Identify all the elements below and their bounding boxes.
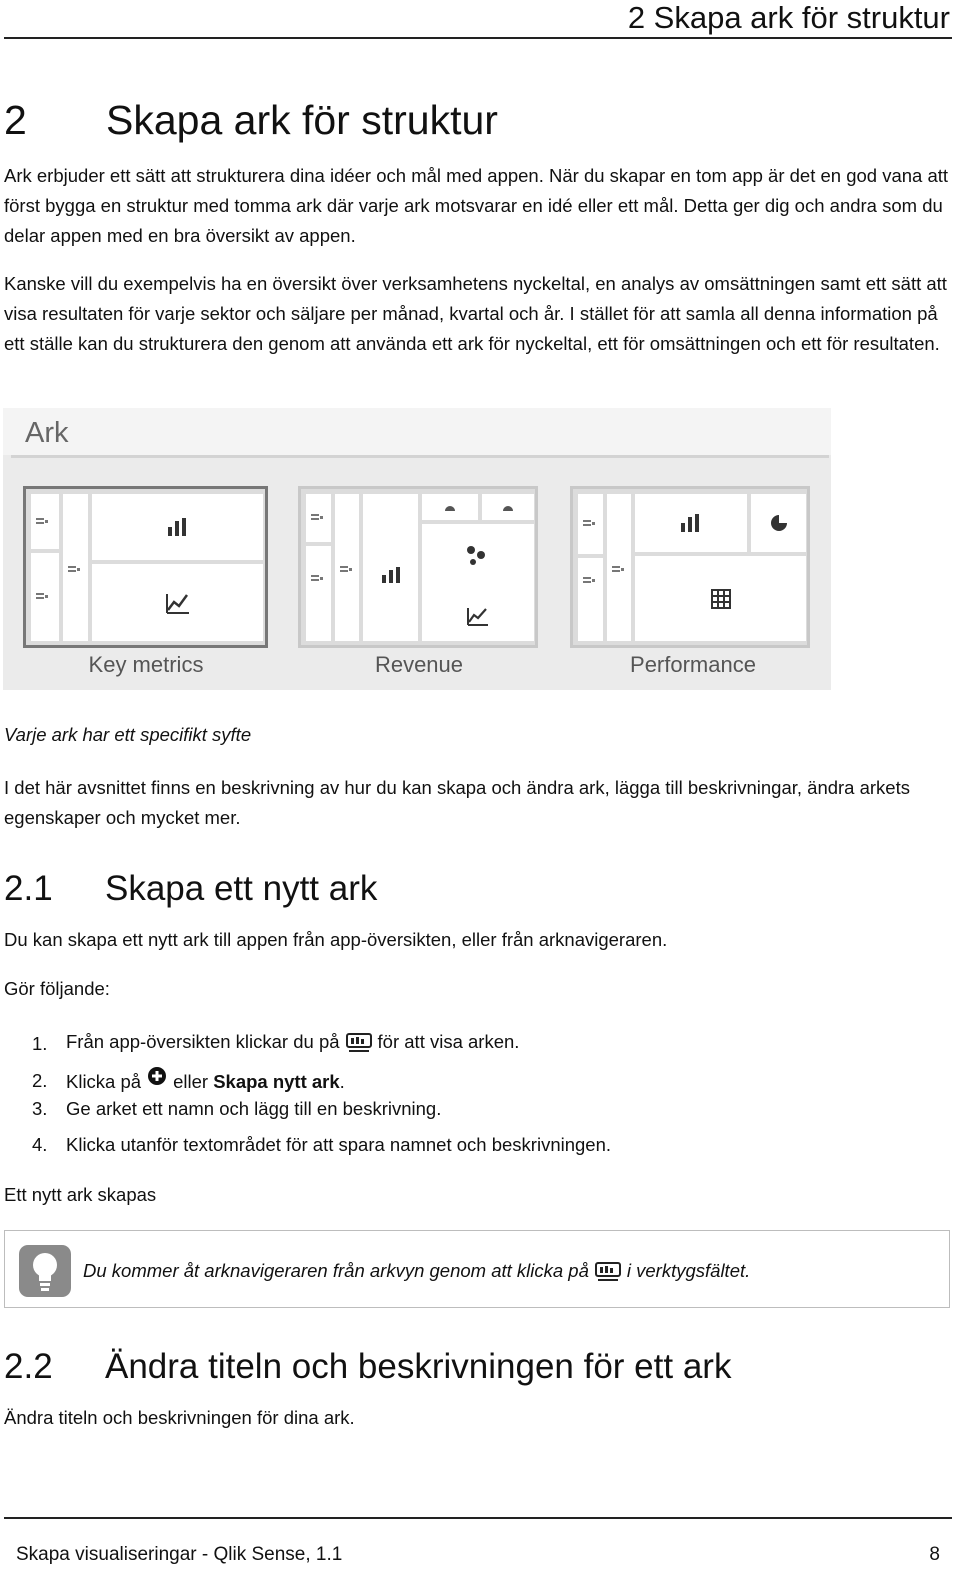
sheet-cell <box>363 494 418 641</box>
tip-box <box>4 1230 950 1308</box>
text-object-icon <box>340 565 352 575</box>
create-new-sheet-label: Skapa nytt ark <box>213 1071 340 1092</box>
lightbulb-glyph <box>19 1245 71 1297</box>
text-object-icon <box>68 565 80 575</box>
sheet-cell <box>92 494 263 560</box>
sheet-cell <box>31 553 59 641</box>
figure-caption: Varje ark har ett specifikt syfte <box>4 724 252 745</box>
sheet-cell <box>92 564 263 641</box>
card-label-key-metrics: Key metrics <box>88 652 204 677</box>
sheet-cell <box>335 494 359 641</box>
bar-chart-icon <box>381 566 401 584</box>
table-icon <box>711 589 731 609</box>
sheet-cell <box>63 494 88 641</box>
text-object-icon <box>612 565 624 575</box>
chapter-number: 2 <box>4 97 27 143</box>
section-heading-2-2 <box>4 1347 731 1387</box>
line-chart-icon <box>166 592 190 614</box>
sheet-cell <box>607 494 631 641</box>
tip-text-part: i verktygsfältet. <box>626 1260 751 1281</box>
section-heading-2-1 <box>4 869 377 909</box>
chapter-title: Skapa ark för struktur <box>106 97 498 143</box>
footer-rule <box>4 1517 952 1519</box>
figure-separator <box>11 455 829 458</box>
section-intro: Du kan skapa ett nytt ark till appen från app-översikten, eller från arknavigeraren. <box>4 929 668 950</box>
header-rule <box>4 37 952 39</box>
sheet-cell <box>31 494 59 549</box>
step-text: Klicka på <box>66 1071 142 1092</box>
result-text: Ett nytt ark skapas <box>4 1184 157 1205</box>
step-number: 3. <box>32 1098 48 1119</box>
bar-chart-icon <box>680 513 702 533</box>
text-object-icon <box>36 517 48 527</box>
page-number: 8 <box>929 1544 940 1565</box>
tip-text-part: Du kommer åt arknavigeraren från arkvyn genom att klicka på <box>83 1260 589 1281</box>
bar-chart-icon <box>167 517 189 537</box>
sheet-card-key-metrics[interactable] <box>23 486 268 648</box>
figure-header <box>3 408 831 455</box>
intro-paragraph-2: Kanske vill du exempelvis ha en översikt över verksamhetens nyckeltal, en analys av omsättningen samt ett sätt att visa resultaten för varje sektor och säljare per månad, kvartal och år. I stället för att samla all denna information på ett ställe kan du strukturera den genom att använda ett ark för nyckeltal, ett för omsättningen och ett för resultaten. <box>4 273 947 354</box>
tip-text <box>83 1259 750 1283</box>
section-2-2-text: Ändra titeln och beskrivningen för dina ark. <box>4 1407 355 1428</box>
sheets-overview-icon <box>595 1262 621 1282</box>
sheet-cell <box>422 524 534 641</box>
sheet-cell <box>635 556 806 641</box>
text-object-icon <box>583 576 595 586</box>
gauge-icon <box>502 501 514 513</box>
sheet-cell <box>635 494 747 552</box>
section-number: 2.2 <box>4 1347 53 1386</box>
plus-circle-icon[interactable] <box>147 1066 167 1086</box>
section-title: Ändra titeln och beskrivningen för ett ark <box>105 1347 732 1386</box>
sheet-card-performance[interactable] <box>570 486 810 648</box>
step-number: 4. <box>32 1134 48 1155</box>
sheet-cell <box>306 546 331 641</box>
chapter-heading <box>4 96 498 144</box>
intro-paragraph-1: Ark erbjuder ett sätt att strukturera dina idéer och mål med appen. När du skapar en tom app är det en god vana att först bygga en struktur med tomma ark där varje ark motsvarar en idé eller ett mål. Detta ger dig och andra som du delar appen med en bra översikt av appen. <box>4 165 949 246</box>
lightbulb-icon <box>19 1245 71 1297</box>
step-text: Från app-översikten klickar du på <box>66 1031 340 1052</box>
text-object-icon <box>583 519 595 529</box>
sheet-cell <box>751 494 806 552</box>
sheet-card-revenue[interactable] <box>298 486 538 648</box>
sheet-cell <box>482 494 534 520</box>
footer-title: Skapa visualiseringar - Qlik Sense, 1.1 <box>16 1544 343 1565</box>
card-label-performance: Performance <box>630 652 756 677</box>
step-text: . <box>339 1071 345 1092</box>
step-2 <box>66 1066 345 1094</box>
step-number: 2. <box>32 1070 48 1091</box>
sheets-overview-icon[interactable] <box>346 1033 372 1053</box>
text-object-icon <box>311 574 323 584</box>
sheet-cell <box>578 494 603 554</box>
step-4: Klicka utanför textområdet för att spara namnet och beskrivningen. <box>66 1134 612 1155</box>
step-number: 1. <box>32 1033 48 1054</box>
sheet-cell <box>578 558 603 641</box>
line-chart-icon <box>467 606 489 626</box>
running-header: 2 Skapa ark för struktur <box>627 0 950 35</box>
pie-chart-icon <box>769 513 789 533</box>
steps-lead: Gör följande: <box>4 978 110 999</box>
section-title: Skapa ett nytt ark <box>105 869 378 908</box>
text-object-icon <box>311 513 323 523</box>
step-text: eller <box>173 1071 209 1092</box>
section-paragraph: I det här avsnittet finns en beskrivning av hur du kan skapa och ändra ark, lägga till beskrivningar, ändra arkets egenskaper och mycket mer. <box>4 777 910 828</box>
step-1 <box>66 1030 519 1054</box>
sheet-cell <box>306 494 331 542</box>
sheet-cell <box>422 494 478 520</box>
gauge-icon <box>444 501 456 513</box>
text-object-icon <box>36 592 48 602</box>
step-3: Ge arket ett namn och lägg till en beskrivning. <box>66 1098 442 1119</box>
sheets-figure <box>3 408 831 690</box>
section-number: 2.1 <box>4 869 53 908</box>
scatter-plot-icon <box>464 544 490 570</box>
step-text: för att visa arken. <box>377 1031 520 1052</box>
card-label-revenue: Revenue <box>374 652 464 677</box>
figure-title: Ark <box>25 417 69 449</box>
